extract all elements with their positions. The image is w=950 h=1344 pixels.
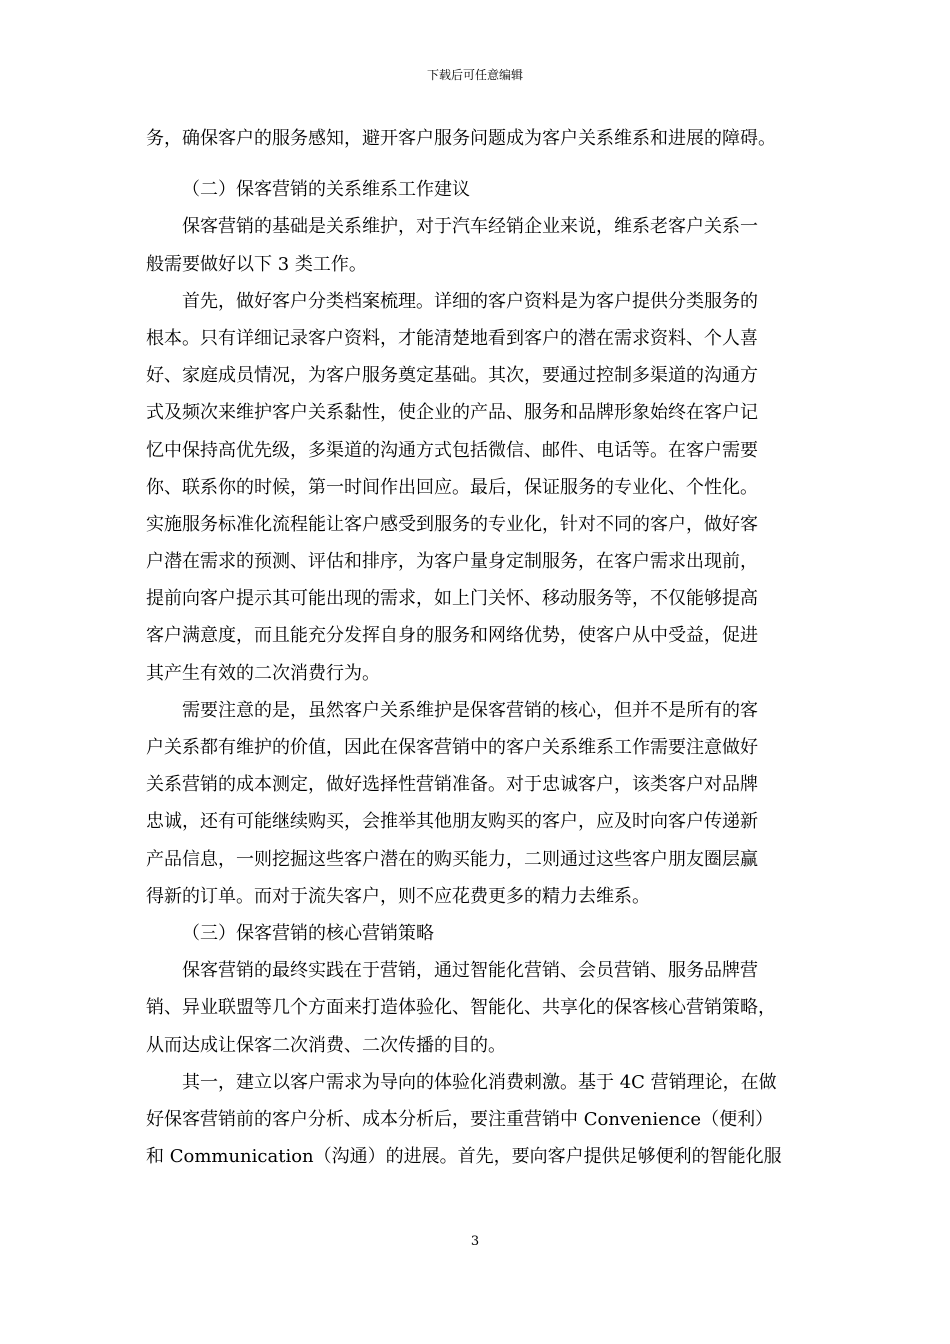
body-line: 关系营销的成本测定，做好选择性营销准备。对于忠诚客户，该类客户对品牌	[146, 774, 758, 796]
page-number: 3	[470, 1234, 480, 1249]
body-line: 务，确保客户的服务感知，避开客户服务问题成为客户关系维系和进展的障碍。	[146, 128, 776, 149]
body-line: 忠诚，还有可能继续购买，会推举其他朋友购买的客户，应及时向客户传递新	[146, 811, 758, 833]
body-line: 好、家庭成员情况，为客户服务奠定基础。其次，要通过控制多渠道的沟通方	[146, 365, 758, 387]
body-line: 户关系都有维护的价值，因此在保客营销中的客户关系维系工作需要注意做好	[146, 737, 758, 758]
paragraph-first-line: 其一，建立以客户需求为导向的体验化消费刺激。基于 4C 营销理论，在做	[182, 1071, 777, 1093]
body-line: 产品信息，一则挖掘这些客户潜在的购买能力，二则通过这些客户朋友圈层赢	[146, 848, 758, 870]
paragraph-first-line: 首先，做好客户分类档案梳理。详细的客户资料是为客户提供分类服务的	[182, 290, 758, 312]
body-line: 实施服务标准化流程能让客户感受到服务的专业化，针对不同的客户，做好客	[146, 513, 758, 535]
body-line: 得新的订单。而对于流失客户，则不应花费更多的精力去维系。	[146, 885, 650, 907]
body-line: 和 Communication（沟通）的进展。首先，要向客户提供足够便利的智能化服	[146, 1146, 782, 1168]
section-heading: （二）保客营销的关系维系工作建议	[182, 179, 470, 201]
body-line: 户潜在需求的预测、评估和排序，为客户量身定制服务，在客户需求出现前，	[146, 551, 758, 573]
body-line: 其产生有效的二次消费行为。	[146, 662, 380, 684]
body-line: 提前向客户提示其可能出现的需求，如上门关怀、移动服务等，不仅能够提高	[146, 588, 758, 610]
document-body	[146, 120, 806, 1175]
body-line: 好保客营销前的客户分析、成本分析后，要注重营销中 Convenience（便利）	[146, 1108, 774, 1130]
body-line: 般需要做好以下 3 类工作。	[146, 253, 367, 275]
section-heading: （三）保客营销的核心营销策略	[182, 922, 434, 944]
paragraph-first-line: 保客营销的最终实践在于营销，通过智能化营销、会员营销、服务品牌营	[182, 960, 758, 982]
page-header: 下载后可任意编辑	[426, 68, 523, 82]
paragraph-first-line: 需要注意的是，虽然客户关系维护是保客营销的核心，但并不是所有的客	[182, 699, 758, 721]
section-gap	[146, 157, 806, 171]
body-line: 根本。只有详细记录客户资料，才能清楚地看到客户的潜在需求资料、个人喜	[146, 327, 758, 349]
body-line: 忆中保持高优先级，多渠道的沟通方式包括微信、邮件、电话等。在客户需要	[146, 439, 758, 461]
body-line: 客户满意度，而且能充分发挥自身的服务和网络优势，使客户从中受益，促进	[146, 625, 758, 647]
body-line: 式及频次来维护客户关系黏性，使企业的产品、服务和品牌形象始终在客户记	[146, 402, 758, 424]
paragraph-first-line: 保客营销的基础是关系维护，对于汽车经销企业来说，维系老客户关系一	[182, 216, 758, 238]
body-line: 你、联系你的时候，第一时间作出回应。最后，保证服务的专业化、个性化。	[146, 476, 758, 498]
body-line: 从而达成让保客二次消费、二次传播的目的。	[146, 1034, 506, 1056]
body-line: 销、异业联盟等几个方面来打造体验化、智能化、共享化的保客核心营销策略，	[146, 997, 776, 1019]
